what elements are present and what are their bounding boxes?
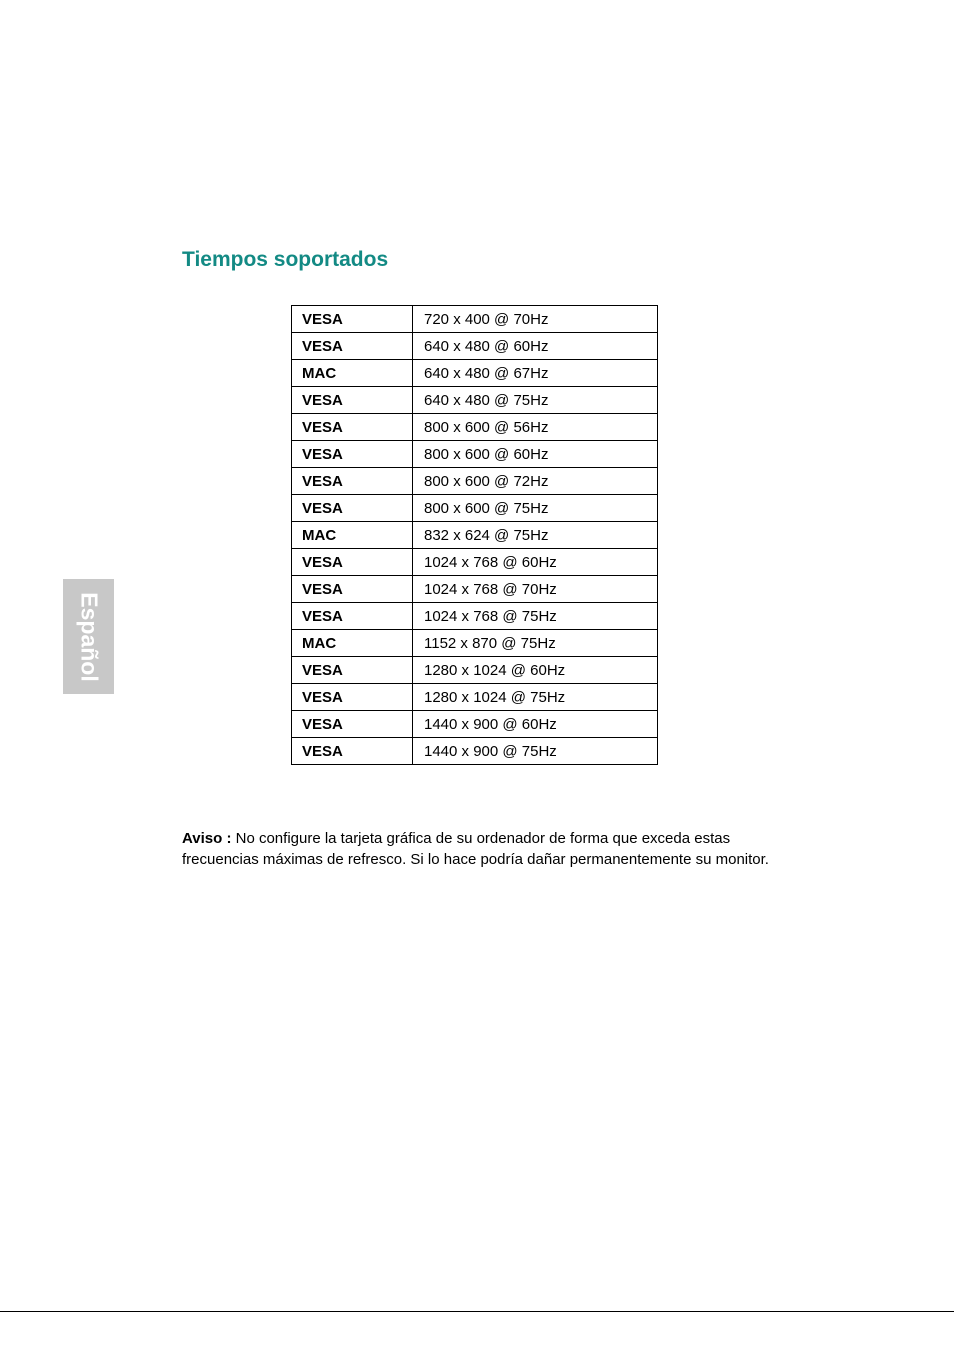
timing-mode: 1024 x 768 @ 60Hz: [413, 549, 658, 576]
timing-standard: VESA: [292, 684, 413, 711]
notice-paragraph: [182, 828, 792, 870]
footer-divider: [0, 1311, 954, 1312]
timing-mode: 720 x 400 @ 70Hz: [413, 306, 658, 333]
table-row: [292, 495, 658, 522]
timing-mode: 1440 x 900 @ 60Hz: [413, 711, 658, 738]
section-title: Tiempos soportados: [182, 248, 389, 271]
table-row: [292, 522, 658, 549]
table-row: [292, 684, 658, 711]
table-row: [292, 387, 658, 414]
timing-standard: VESA: [292, 549, 413, 576]
timing-standard: MAC: [292, 522, 413, 549]
timing-mode: 800 x 600 @ 60Hz: [413, 441, 658, 468]
language-tab: [63, 579, 114, 694]
timing-standard: VESA: [292, 468, 413, 495]
supported-timings-table: [291, 305, 658, 765]
table-row: [292, 630, 658, 657]
timing-standard: VESA: [292, 414, 413, 441]
timing-mode: 640 x 480 @ 75Hz: [413, 387, 658, 414]
table-row: [292, 549, 658, 576]
timing-mode: 640 x 480 @ 60Hz: [413, 333, 658, 360]
timing-mode: 640 x 480 @ 67Hz: [413, 360, 658, 387]
timing-mode: 1440 x 900 @ 75Hz: [413, 738, 658, 765]
timing-standard: VESA: [292, 441, 413, 468]
timing-standard: MAC: [292, 360, 413, 387]
table-row: [292, 711, 658, 738]
table-row: [292, 657, 658, 684]
table-row: [292, 306, 658, 333]
table-row: [292, 441, 658, 468]
table-row: [292, 414, 658, 441]
table-row: [292, 333, 658, 360]
timing-standard: VESA: [292, 603, 413, 630]
timing-standard: VESA: [292, 738, 413, 765]
timing-standard: VESA: [292, 711, 413, 738]
timing-standard: VESA: [292, 387, 413, 414]
timing-standard: VESA: [292, 657, 413, 684]
timing-mode: 1152 x 870 @ 75Hz: [413, 630, 658, 657]
notice-label: Aviso :: [182, 830, 232, 847]
table-row: [292, 576, 658, 603]
timing-mode: 1280 x 1024 @ 75Hz: [413, 684, 658, 711]
table-row: [292, 360, 658, 387]
timing-standard: VESA: [292, 495, 413, 522]
timing-standard: MAC: [292, 630, 413, 657]
timing-standard: VESA: [292, 576, 413, 603]
table-row: [292, 468, 658, 495]
timing-mode: 832 x 624 @ 75Hz: [413, 522, 658, 549]
table-row: [292, 603, 658, 630]
timing-mode: 1280 x 1024 @ 60Hz: [413, 657, 658, 684]
timing-mode: 1024 x 768 @ 70Hz: [413, 576, 658, 603]
notice-text: No configure la tarjeta gráfica de su ordenador de forma que exceda estas frecuencias máximas de refresco. Si lo hace podría dañar permanentemente su monitor.: [182, 830, 769, 868]
timing-mode: 1024 x 768 @ 75Hz: [413, 603, 658, 630]
timing-mode: 800 x 600 @ 72Hz: [413, 468, 658, 495]
language-tab-label: Español: [76, 591, 102, 682]
timing-mode: 800 x 600 @ 75Hz: [413, 495, 658, 522]
timing-standard: VESA: [292, 333, 413, 360]
timing-mode: 800 x 600 @ 56Hz: [413, 414, 658, 441]
timing-standard: VESA: [292, 306, 413, 333]
table-row: [292, 738, 658, 765]
